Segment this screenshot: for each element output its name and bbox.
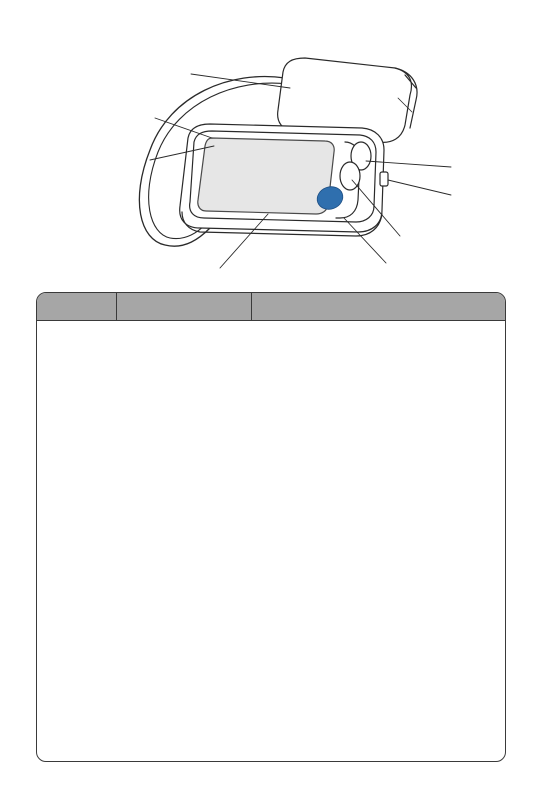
symbol-table	[36, 292, 506, 762]
header-symbol	[37, 293, 116, 320]
usb-port	[380, 172, 388, 186]
device-illustration	[0, 0, 537, 285]
table-header	[37, 293, 505, 321]
header-name	[116, 293, 251, 320]
lcd-screen	[198, 138, 334, 214]
header-description	[251, 293, 505, 320]
